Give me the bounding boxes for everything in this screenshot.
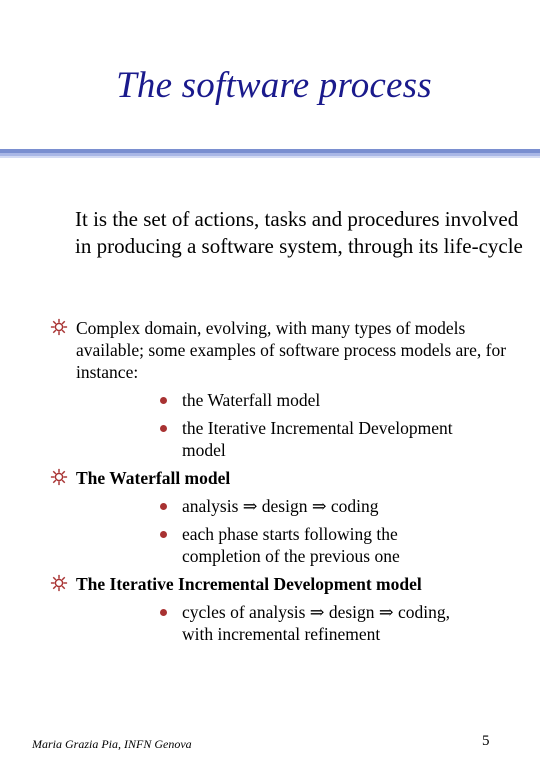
bullet-item bbox=[0, 573, 540, 645]
sub-bullet-text: each phase starts following the completion of the previous one bbox=[182, 524, 400, 566]
sub-bullet-text: the Waterfall model bbox=[182, 390, 321, 410]
footer-author: Maria Grazia Pia, INFN Genova bbox=[32, 737, 192, 751]
dot-icon bbox=[160, 425, 167, 432]
title-underline-bar-lighter bbox=[0, 156, 540, 158]
sub-bullet-text: the Iterative Incremental Development model bbox=[182, 418, 453, 460]
sub-bullet-item bbox=[76, 417, 510, 461]
dot-icon bbox=[160, 397, 167, 404]
sub-bullet-item bbox=[76, 523, 510, 567]
sub-bullet-item bbox=[76, 495, 510, 517]
bullet-text: Complex domain, evolving, with many types of models available; some examples of software process models are, for instance: bbox=[76, 318, 507, 382]
gear-icon bbox=[50, 468, 68, 486]
slide-title: The software process bbox=[116, 65, 432, 106]
bullet-text: The Iterative Incremental Development model bbox=[76, 574, 422, 594]
gear-icon bbox=[50, 574, 68, 592]
sub-bullet-text: analysis ⇒ design ⇒ coding bbox=[182, 496, 379, 516]
page-number: 5 bbox=[482, 733, 490, 749]
bullet-text: The Waterfall model bbox=[76, 468, 231, 488]
bullet-list bbox=[0, 317, 540, 645]
dot-icon bbox=[160, 609, 167, 616]
bullet-item bbox=[0, 317, 540, 461]
bullet-item bbox=[0, 467, 540, 567]
dot-icon bbox=[160, 503, 167, 510]
sub-bullet-text: cycles of analysis ⇒ design ⇒ coding, with incremental refinement bbox=[182, 602, 450, 644]
gear-icon bbox=[50, 318, 68, 336]
intro-paragraph: It is the set of actions, tasks and procedures involved in producing a software system, through its life-cycle bbox=[75, 207, 523, 258]
sub-bullet-item bbox=[76, 389, 510, 411]
dot-icon bbox=[160, 531, 167, 538]
sub-bullet-item bbox=[76, 601, 510, 645]
